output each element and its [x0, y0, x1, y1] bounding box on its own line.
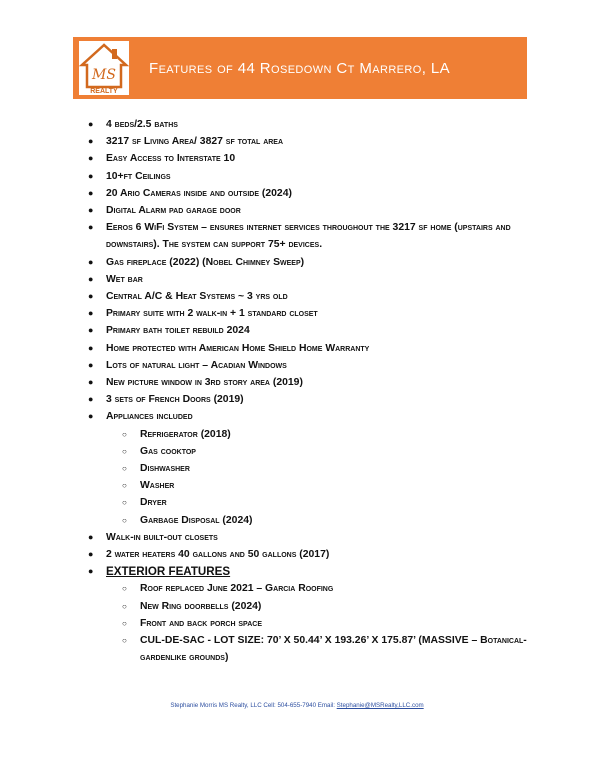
header-banner [73, 37, 527, 99]
bullet-icon: ● [88, 119, 94, 129]
bullet-icon: ● [88, 153, 94, 164]
circle-bullet-icon: ○ [122, 464, 127, 474]
exterior-heading: ● EXTERIOR FEATURES [88, 563, 528, 580]
email-link[interactable]: Stephanie@MSRealty,LLC.com [336, 702, 424, 709]
circle-bullet-icon: ○ [122, 429, 127, 439]
exterior-item: ○ CUL-DE-SAC - LOT SIZE: 70’ X 50.44’ X 193.26’ X 175.87’ (MASSIVE – Botanical-gardenlike grounds) [88, 632, 528, 666]
circle-bullet-icon: ○ [122, 481, 127, 491]
appliance-item: ○ Dishwasher [88, 460, 528, 477]
bullet-icon: ● [88, 549, 94, 560]
bullet-icon: ● [88, 222, 94, 233]
circle-bullet-icon: ○ [122, 618, 127, 628]
appliance-item: ○ Refrigerator (2018) [88, 426, 528, 443]
bullet-icon: ● [88, 273, 94, 284]
contact-text: Stephanie Morris MS Realty, LLC Cell: 504-655-7940 Email: [170, 702, 335, 709]
bullet-icon: ● [88, 531, 94, 542]
bullet-icon: ● [88, 411, 94, 422]
list-item: ● Walk-in built-out closets [88, 529, 528, 546]
exterior-item: ○ Roof replaced June 2021 – Garcia Roofing [88, 580, 528, 597]
list-item: ● Lots of natural light – Acadian Windows [88, 357, 528, 374]
list-item: ● 3 sets of French Doors (2019) [88, 391, 528, 408]
list-item: ● 20 Ario Cameras inside and outside (2024) [88, 185, 528, 202]
bullet-icon: ● [88, 187, 94, 198]
list-item: ● 4 beds/2.5 baths [88, 116, 528, 133]
bullet-icon: ● [88, 136, 94, 147]
list-item: ● Easy Access to Interstate 10 [88, 150, 528, 167]
circle-bullet-icon: ○ [122, 498, 127, 508]
svg-text:MS: MS [92, 67, 116, 83]
list-item: ● Central A/C & Heat Systems ~ 3 yrs old [88, 288, 528, 305]
list-item: ● 10+ft Ceilings [88, 168, 528, 185]
feature-list [88, 116, 528, 667]
svg-text:REALTY: REALTY [90, 88, 118, 95]
footer-contact [0, 702, 594, 709]
bullet-icon: ● [88, 291, 94, 302]
exterior-item: ○ Front and back porch space [88, 615, 528, 632]
appliance-item: ○ Dryer [88, 494, 528, 511]
appliance-item: ○ Washer [88, 477, 528, 494]
bullet-icon: ● [88, 359, 94, 370]
bullet-icon: ● [88, 205, 94, 216]
exterior-item: ○ New Ring doorbells (2024) [88, 598, 528, 615]
bullet-icon: ● [88, 566, 94, 577]
list-item: ● Home protected with American Home Shield Home Warranty [88, 340, 528, 357]
list-item: ● Gas fireplace (2022) (Nobel Chimney Sweep) [88, 254, 528, 271]
bullet-icon: ● [88, 377, 94, 388]
circle-bullet-icon: ○ [122, 636, 127, 646]
list-item: ● 3217 sf Living Area/ 3827 sf total area [88, 133, 528, 150]
bullet-icon: ● [88, 256, 94, 267]
circle-bullet-icon: ○ [122, 515, 127, 525]
list-item: ● Primary bath toilet rebuild 2024 [88, 322, 528, 339]
bullet-icon: ● [88, 325, 94, 336]
appliance-item: ○ Garbage Disposal (2024) [88, 512, 528, 529]
list-item: ● Eeros 6 WiFi System – ensures internet services throughout the 3217 sf home (upstairs and downstairs). The system can support 75+ devices. [88, 219, 528, 253]
list-item: ● Primary suite with 2 walk-in + 1 standard closet [88, 305, 528, 322]
circle-bullet-icon: ○ [122, 584, 127, 594]
list-item: ● Digital Alarm pad garage door [88, 202, 528, 219]
circle-bullet-icon: ○ [122, 446, 127, 456]
bullet-icon: ● [88, 394, 94, 405]
list-item: ● Wet bar [88, 271, 528, 288]
circle-bullet-icon: ○ [122, 601, 127, 611]
bullet-icon: ● [88, 308, 94, 319]
house-logo-icon [79, 41, 129, 95]
list-item: ● New picture window in 3rd story area (2019) [88, 374, 528, 391]
bullet-icon: ● [88, 170, 94, 181]
list-item: ● 2 water heaters 40 gallons and 50 gallons (2017) [88, 546, 528, 563]
appliance-item: ○ Gas cooktop [88, 443, 528, 460]
bullet-icon: ● [88, 342, 94, 353]
list-item: ● Appliances included [88, 408, 528, 425]
page-title: Features of 44 Rosedown Ct Marrero, LA [149, 59, 450, 77]
